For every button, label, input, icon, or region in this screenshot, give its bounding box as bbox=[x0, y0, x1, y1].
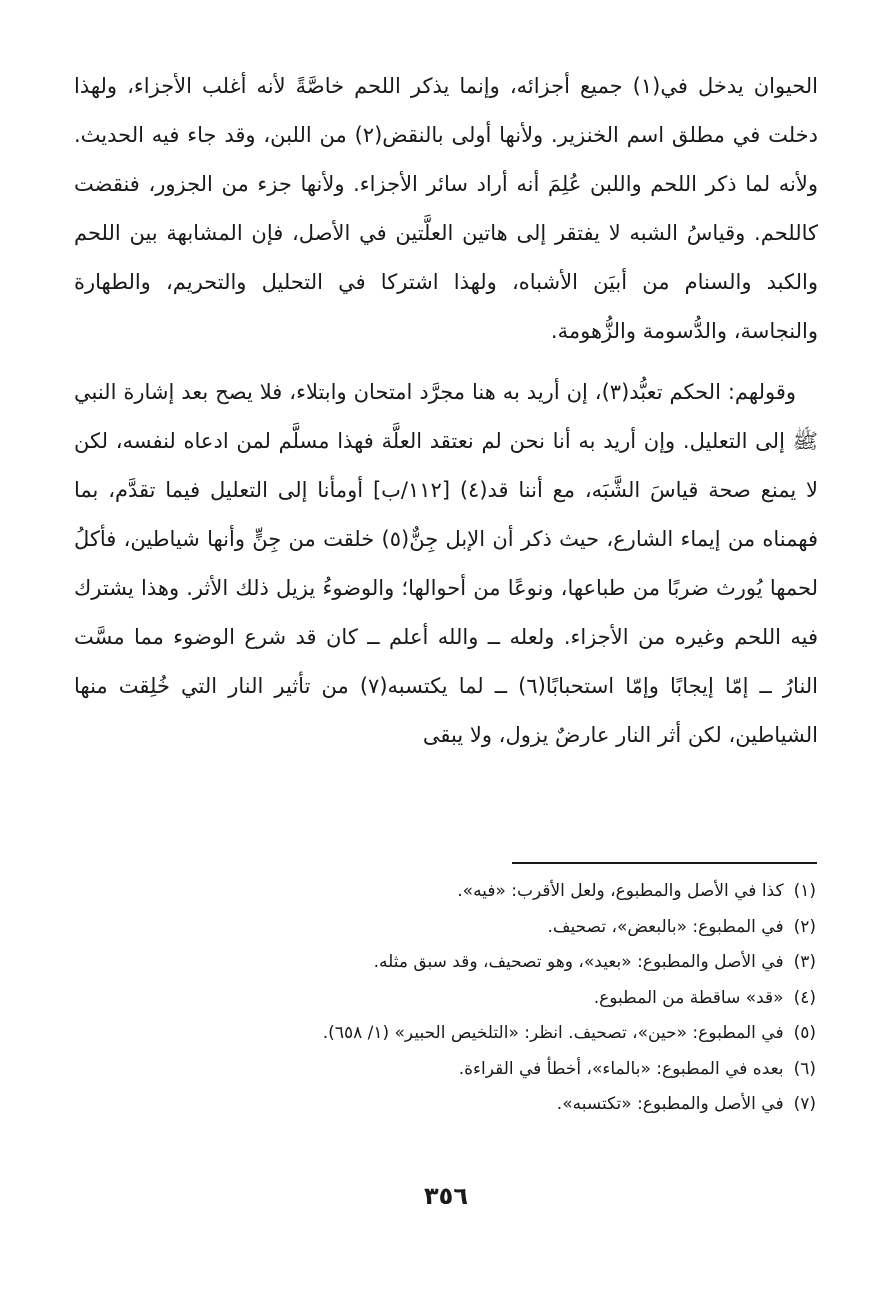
footnote-separator bbox=[512, 862, 817, 864]
footnote-number: (٢) bbox=[793, 916, 816, 937]
footnote-text: «قد» ساقطة من المطبوع. bbox=[593, 987, 784, 1008]
footnote-6 bbox=[74, 1052, 818, 1088]
footnote-number: (٣) bbox=[793, 952, 816, 972]
paragraph-2: وقولهم: الحكم تعبُّد(٣)، إن أريد به هنا مجرَّد امتحان وابتلاء، فلا يصح بعد إشارة النبي ﷺ إلى التعليل. وإن أريد به أنا نحن لم نعتقد العلَّة فهذا مسلَّم لمن ادعاه لنفسه، لكن لا يمنع صحة قياسَ الشَّبَه، مع أننا قد(٤) [١١٢/ب] أومأنا إلى التعليل فيما تقدَّم، بما فهمناه من إيماء الشارع، حيث ذكر أن الإبل جِنٌّ(٥) خلقت من جِنٍّ وأنها شياطين، فأكلُ لحمها يُورث ضربًا من طباعها، ونوعًا من أحوالها؛ والوضوءُ يزيل ذلك الأثر. وهذا يشترك فيه اللحم وغيره من الأجزاء. ولعله ــ والله أعلم ــ كان قد شرع الوضوء مما مسَّت النارُ ــ إمّا إيجابًا وإمّا استحبابًا(٦) ــ لما يكتسبه(٧) من تأثير النار التي خُلِقت منها الشياطين، لكن أثر النار عارضٌ يزول، ولا يبقى bbox=[74, 380, 819, 747]
main-text bbox=[74, 62, 818, 760]
footnote-7 bbox=[74, 1087, 818, 1123]
footnote-text: كذا في الأصل والمطبوع، ولعل الأقرب: «فيه». bbox=[457, 881, 784, 901]
footnote-text: في الأصل والمطبوع: «تكتسبه». bbox=[556, 1094, 784, 1114]
footnote-text: في المطبوع: «بالبعض»، تصحيف. bbox=[547, 916, 784, 937]
footnote-number: (٧) bbox=[793, 1094, 816, 1114]
paragraph-1: الحيوان يدخل في(١) جميع أجزائه، وإنما يذكر اللحم خاصَّةً لأنه أغلب الأجزاء، ولهذا دخلت في مطلق اسم الخنزير. ولأنها أولى بالنقض(٢) من اللبن، وقد جاء فيه الحديث. ولأنه لما ذكر اللحم واللبن عُلِمَ أنه أراد سائر الأجزاء. ولأنها جزء من الجزور، فنقضت كاللحم. وقياسُ الشبه لا يفتقر إلى هاتين العلَّتين في الأصل، فإن المشابهة بين اللحم والكبد والسنام من أبيَن الأشباه، ولهذا اشتركا في التحليل والتحريم، والطهارة والنجاسة، والدُّسومة والزُّهومة. bbox=[74, 74, 819, 343]
footnote-3 bbox=[74, 945, 818, 981]
footnotes bbox=[74, 874, 818, 1123]
footnote-text: في الأصل والمطبوع: «بعيد»، وهو تصحيف، وقد سبق مثله. bbox=[373, 952, 784, 972]
footnote-text: بعده في المطبوع: «بالماء»، أخطأ في القراءة. bbox=[458, 1058, 784, 1079]
footnote-number: (٦) bbox=[793, 1058, 816, 1079]
footnote-number: (٤) bbox=[793, 987, 816, 1008]
page-number: ٣٥٦ bbox=[424, 1182, 468, 1210]
footnote-2 bbox=[74, 910, 818, 946]
footnote-number: (٥) bbox=[793, 1023, 816, 1043]
footnote-5 bbox=[74, 1016, 818, 1052]
footnote-number: (١) bbox=[793, 881, 816, 901]
footnote-4 bbox=[74, 981, 818, 1017]
footnote-text: في المطبوع: «حين»، تصحيف. انظر: «التلخيص الحبير» (١/ ٦٥٨). bbox=[322, 1023, 784, 1043]
footnote-1 bbox=[74, 874, 818, 910]
